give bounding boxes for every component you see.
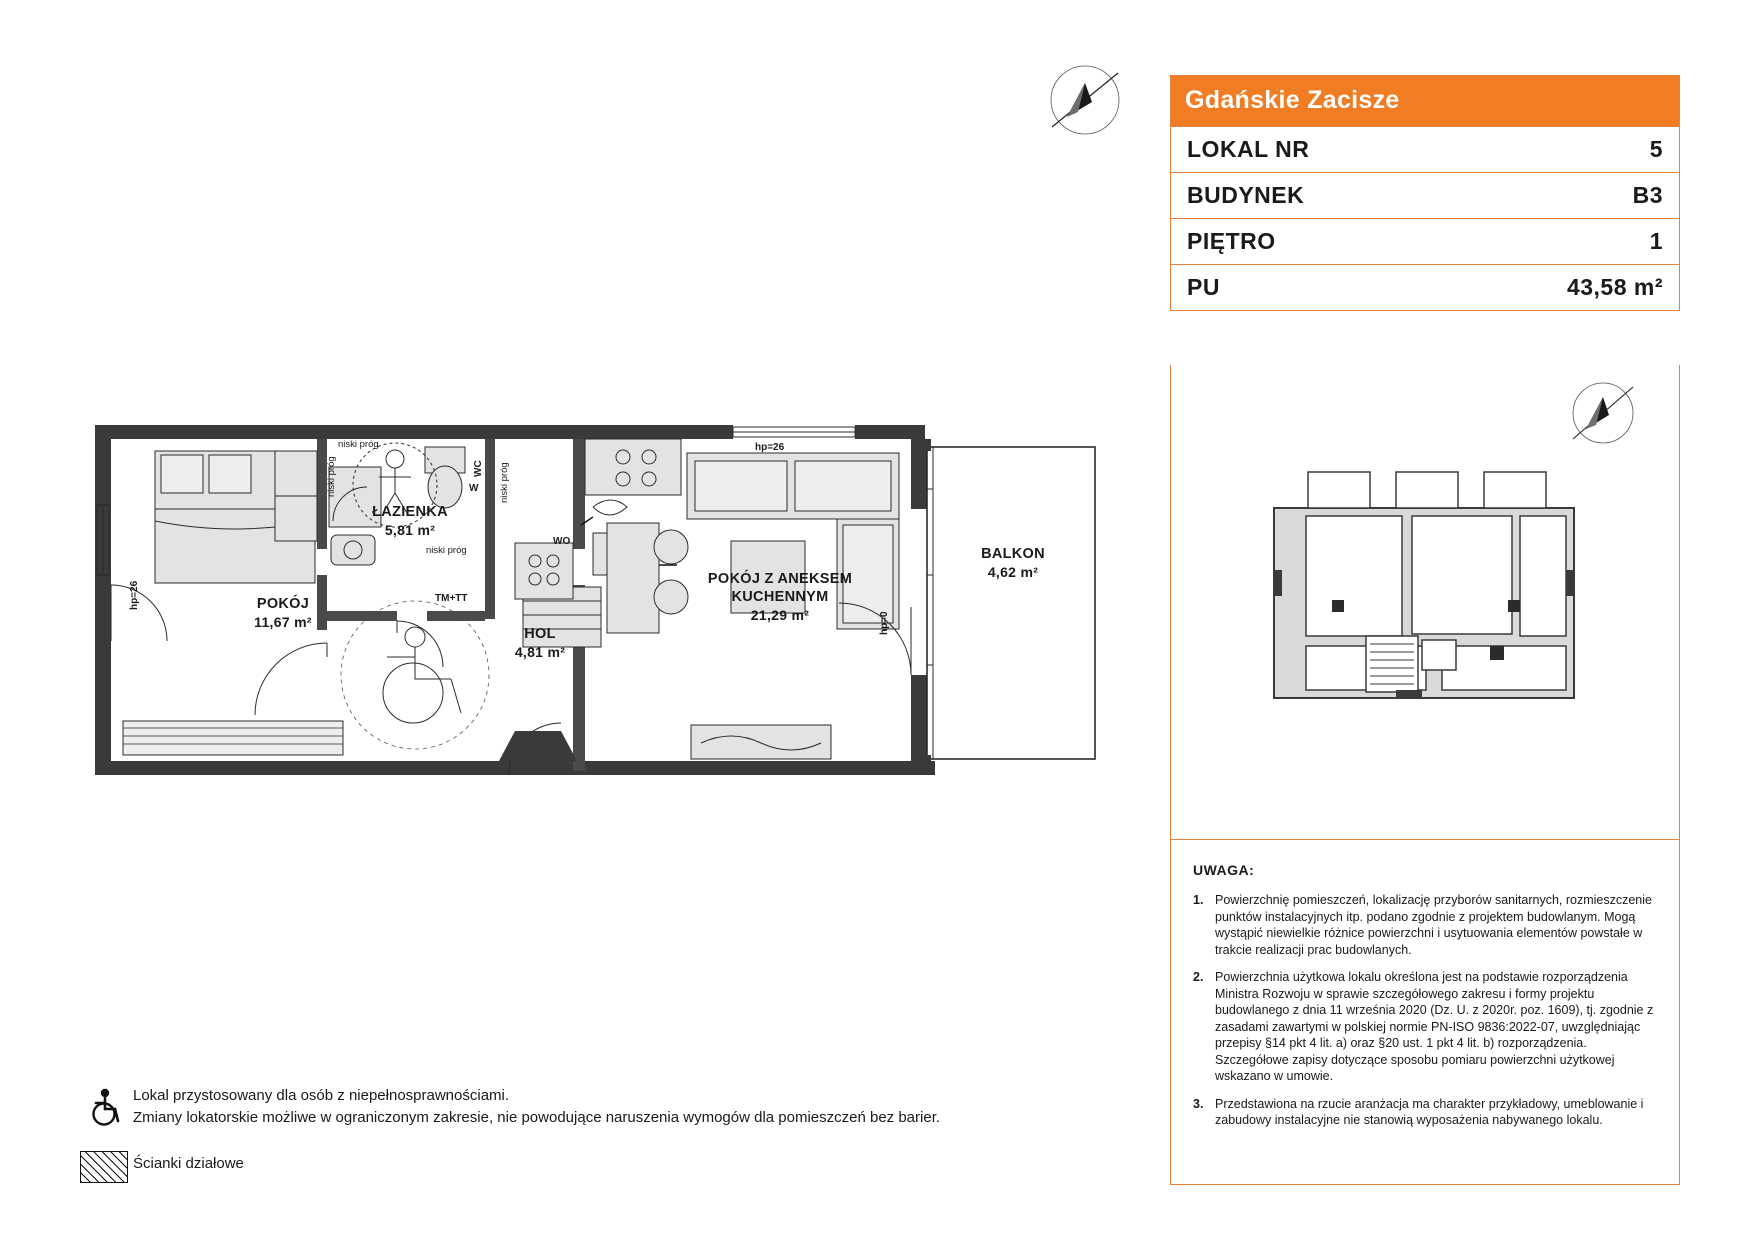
note-text: Powierzchnia użytkowa lokalu określona jest na podstawie rozporządzenia Ministra Rozwoju w sprawie szczegółowego zakresu i formy projektu budowlanego z dnia 11 września 2020 (Dz. U. z 2020r. poz. 1609), tj. zgodnie z zasadami zawartymi w polskiej normie PN-ISO 9836:2022-07, uwzględniając przepisy §14 pkt 4 lit. a) oraz §20 ust. 1 pkt 4 lit. b) rozporządzenia. Szczegółowe zapisy dotyczące sposobu pomiaru powierzchni użytkowej wskazano w umowie. (1215, 970, 1654, 1083)
notes-box (1170, 840, 1680, 1185)
room-label-pokoj-aneks (670, 570, 890, 624)
room-area: 21,29 m² (750, 607, 810, 623)
legend-partitions-text: Ścianki działowe (133, 1155, 244, 1172)
tag-niski-prog-3-text: niski próg (499, 462, 510, 503)
info-row-budynek (1171, 172, 1679, 218)
tag-wo (553, 536, 570, 547)
info-label-pu: PU (1187, 274, 1220, 300)
tag-hp0 (879, 611, 903, 646)
note-text: Powierzchnię pomieszczeń, lokalizację przyborów sanitarnych, rozmieszczenie punktów instalacyjnych itp. podano zgodnie z projektem budowlanym. Mogą wystąpić niewielkie różnice powierzchni i usytuowania elementów powstałe w trakcie realizacji prac budowlanych. (1215, 893, 1652, 957)
legend-accessibility-text (133, 1085, 940, 1129)
tag-hp26-left (129, 580, 158, 621)
info-row-lokal (1171, 126, 1679, 172)
tag-niski-prog-1 (338, 439, 379, 450)
tag-tmtt (435, 593, 468, 604)
key-plan-box (1170, 365, 1680, 840)
room-name: HOL (524, 626, 556, 642)
tag-hp26-top (755, 442, 784, 453)
tag-niski-prog-1-text: niski próg (338, 439, 379, 450)
key-plan-diagram (1246, 450, 1606, 740)
tag-wc-text: WC (473, 460, 484, 477)
room-area: 11,67 m² (254, 614, 312, 630)
tag-hp26-top-text: hp=26 (755, 442, 785, 453)
room-name: BALKON (981, 546, 1045, 562)
tag-niski-prog-2 (326, 456, 367, 508)
compass-north-icon (1551, 373, 1656, 453)
legend-accessibility-line1: Lokal przystosowany dla osób z niepełnosprawnościami. (133, 1087, 510, 1104)
note-item (1193, 892, 1657, 958)
room-label-lazienka (330, 503, 490, 539)
tag-niski-prog-4 (426, 545, 467, 556)
room-name-line1: POKÓJ Z ANEKSEM (707, 571, 853, 587)
tag-niski-prog-3 (499, 462, 540, 514)
info-row-pietro (1171, 218, 1679, 264)
tag-tmtt-text: TM+TT (435, 593, 468, 604)
note-text: Przedstawiona na rzucie aranżacja ma charakter przykładowy, umeblowanie i zabudowy instalacyjne nie stanowią wyposażenia nabywanego lokalu. (1215, 1096, 1644, 1127)
note-item (1193, 969, 1657, 1085)
legend-accessibility-line2: Zmiany lokatorskie możliwe w ograniczonym zakresie, nie powodujące naruszenia wymogów dla pomieszczeń bez barier. (133, 1109, 941, 1126)
hatch-pattern-swatch (75, 1149, 133, 1183)
info-row-pu (1171, 264, 1679, 310)
floor-plan (95, 425, 1155, 795)
tag-hp26-left-text: hp=26 (129, 580, 140, 610)
tag-hp0-text: hp=0 (879, 611, 890, 635)
compass-north-icon (1030, 55, 1140, 145)
room-name-line2: KUCHENNYM (731, 589, 829, 605)
info-value-lokal: 5 (1649, 136, 1663, 162)
info-value-pu: 43,58 m² (1566, 274, 1663, 300)
tag-wo-text: WO (553, 536, 571, 547)
info-label-lokal: LOKAL NR (1187, 136, 1310, 162)
room-label-pokoj (203, 595, 363, 631)
note-item (1193, 1096, 1657, 1129)
info-label-budynek: BUDYNEK (1187, 182, 1305, 208)
legend-row-accessibility (75, 1085, 1095, 1129)
brand-title: Gdańskie Zacisze (1171, 76, 1679, 126)
room-area: 5,81 m² (384, 522, 436, 538)
tag-niski-prog-4-text: niski próg (426, 545, 467, 556)
legend-row-partitions (75, 1149, 1095, 1183)
room-label-balkon (933, 545, 1093, 581)
notes-title: UWAGA: (1193, 862, 1255, 878)
tag-w-text: W (469, 483, 479, 494)
wheelchair-accessibility-icon (75, 1085, 133, 1127)
room-area: 4,81 m² (514, 644, 566, 660)
info-value-budynek: B3 (1632, 182, 1663, 208)
tag-w (469, 483, 478, 494)
room-area: 4,62 m² (987, 564, 1039, 580)
tag-niski-prog-2-text: niski próg (326, 456, 337, 497)
room-label-hol (485, 625, 595, 661)
note-number: 1. (1193, 893, 1204, 907)
unit-info-panel (1170, 75, 1680, 311)
note-number: 3. (1193, 1096, 1204, 1111)
legend (75, 1085, 1095, 1203)
info-label-pietro: PIĘTRO (1187, 228, 1276, 254)
room-name: POKÓJ (256, 596, 310, 612)
room-name: ŁAZIENKA (372, 504, 448, 520)
info-value-pietro: 1 (1649, 228, 1663, 254)
note-number: 2. (1193, 970, 1204, 984)
